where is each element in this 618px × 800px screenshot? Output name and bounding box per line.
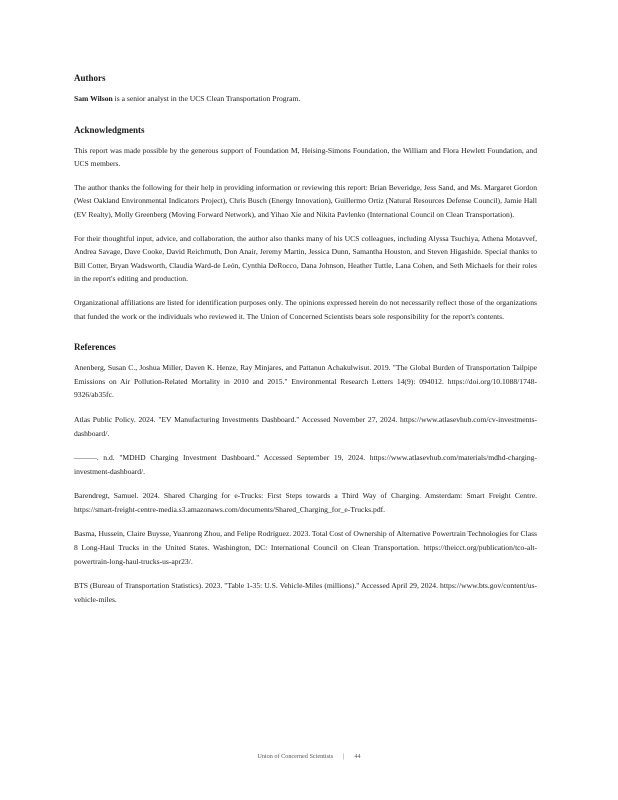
acknowledgments-heading: Acknowledgments	[74, 124, 145, 135]
authors-text	[74, 92, 537, 106]
acknowledgments-paragraph: The author thanks the following for their help in providing information or reviewing this report: Brian Beveridge, Jess Sand, and Ms. Margaret Gordon (West Oakland Environmental Indicators Project), Chris Busch (Energy Innovation), Guillermo Ortiz (Natural Resources Defense Council), Jamie Hall (EV Realty), Molly Greenberg (Moving Forward Network), and Yihao Xie and Nikita Pavlenko (International Council on Clean Transportation).	[74, 182, 537, 219]
authors-heading: Authors	[74, 73, 106, 83]
reference-item: BTS (Bureau of Transportation Statistics). 2023. "Table 1-35: U.S. Vehicle-Miles (millions)." Accessed April 29, 2024. https://www.bts.gov/content/us-vehicle-miles.	[74, 581, 537, 604]
references-heading: References	[74, 342, 116, 353]
page-footer	[0, 752, 618, 762]
reference-item: ———. n.d. "MDHD Charging Investment Dashboard." Accessed September 19, 2024. https://www.atlasevhub.com/materials/mdhd-charging-investment-dashboard/.	[74, 453, 537, 476]
author-name: Sam Wilson	[74, 94, 113, 103]
authors-section	[74, 72, 537, 106]
acknowledgments-section	[74, 124, 537, 324]
author-description: is a senior analyst in the UCS Clean Transportation Program.	[112, 94, 301, 103]
acknowledgments-paragraph: For their thoughtful input, advice, and collaboration, the author also thanks many of his UCS colleagues, including Alyssa Tsuchiya, Athena Motavvef, Andrea Savage, Dave Cooke, David Reichmuth, Don Anair, Jeremy Martin, Jessica Dunn, Samantha Houston, and Steven Higashide. Special thanks to Bill Cotter, Bryan Wadsworth, Claudia Ward-de León, Cynthia DeRocco, Dana Johnson, Heather Tuttle, Lana Cohen, and Seth Michaels for their roles in the report's editing and production.	[74, 233, 537, 284]
reference-item: Anenberg, Susan C., Joshua Miller, Daven K. Henze, Ray Minjares, and Pattanun Achakulwisut. 2019. "The Global Burden of Transportation Tailpipe Emissions on Air Pollution-Related Mortality in 2010 and 2015." Environmental Research Letters 14(9): 094012. https://doi.org/10.1088/1748-9326/ab35fc.	[74, 363, 537, 400]
page-number: 44	[354, 753, 361, 760]
reference-item: Atlas Public Policy. 2024. "EV Manufacturing Investments Dashboard." Accessed November 27, 2024. https://www.atlasevhub.com/cv-investments-dashboard/.	[74, 414, 537, 438]
references-section	[74, 341, 537, 606]
acknowledgments-paragraph: This report was made possible by the generous support of Foundation M, Heising-Simons Foundation, the William and Flora Hewlett Foundation, and UCS members.	[74, 145, 537, 169]
footer-separator: |	[343, 753, 345, 760]
reference-item: Barendregt, Samuel. 2024. Shared Charging for e-Trucks: First Steps towards a Third Way of Charging. Amsterdam: Smart Freight Centre. https://smart-freight-centre-media.s3.amazonaws.com/documents/Shared_Charging_for_e-Trucks.pdf.	[74, 491, 537, 514]
footer-org-name: Union of Concerned Scientists	[257, 753, 334, 760]
acknowledgments-paragraph: Organizational affiliations are listed for identification purposes only. The opinions expressed herein do not necessarily reflect those of the organizations that funded the work or the individuals who reviewed it. The Union of Concerned Scientists bears sole responsibility for the report's contents.	[74, 297, 537, 321]
reference-item: Basma, Hussein, Claire Buysse, Yuanrong Zhou, and Felipe Rodríguez. 2023. Total Cost of Ownership of Alternative Powertrain Technologies for Class 8 Long-Haul Trucks in the United States. Washington, DC: International Council on Clean Transportation. https://theicct.org/publication/tco-alt-powertrain-long-haul-trucks-us-apr23/.	[74, 529, 537, 566]
page-content	[74, 72, 537, 624]
